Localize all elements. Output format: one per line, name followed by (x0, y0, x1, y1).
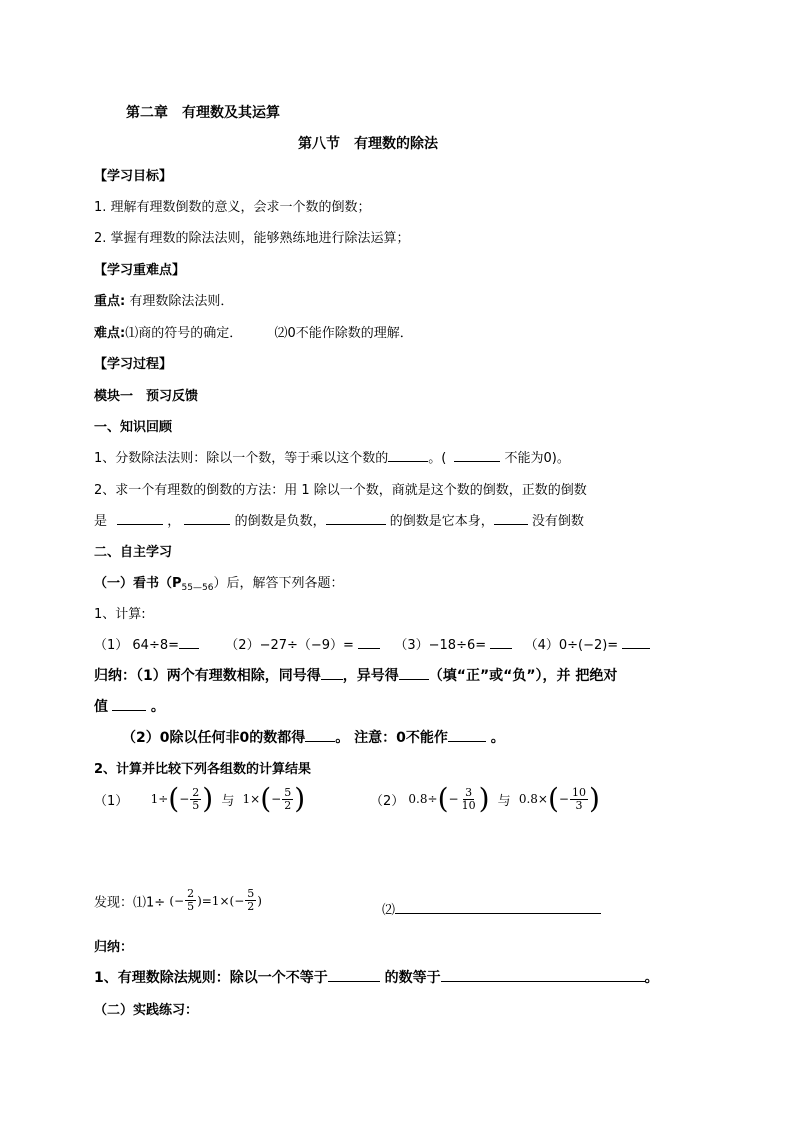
summary-1-end: 。 (150, 699, 165, 715)
expr-1-div: 1 ÷ ( − $\frac{2}{5}$ ) (150, 782, 214, 815)
summary-1-line-1 (94, 665, 617, 685)
blank-review-2a[interactable] (117, 512, 163, 525)
hard-text-1: ⑴商的符号的确定． (125, 326, 243, 341)
discover-line (94, 888, 262, 913)
expr-2-div: 0.8 ÷ ( − $\frac{3}{10}$ ) (408, 782, 490, 815)
compare-1-label: （1） (94, 794, 129, 809)
blank-rule-2[interactable] (441, 969, 645, 982)
blank-diff-sign[interactable] (399, 667, 429, 680)
calc-1: （1） 64÷8= (94, 638, 180, 653)
review-2-comma: ， (167, 514, 181, 529)
read-prefix: （一）看书（P (94, 576, 182, 591)
with-word-1: 与 (221, 794, 235, 809)
review-1-end: 不能为0)。 (504, 451, 570, 466)
blank-calc-1[interactable] (179, 636, 199, 649)
blank-discover-2[interactable] (395, 901, 601, 914)
discover-2-label: ⑵ (382, 903, 396, 918)
read-suffix: ）后，解答下列各题： (213, 576, 344, 591)
frac-2-5: $\frac{2}{5}$ (192, 785, 200, 812)
frac-3-10: $\frac{3}{10}$ (461, 785, 476, 812)
calc-row (94, 634, 650, 653)
blank-rule-1[interactable] (328, 969, 380, 982)
blank-review-2c[interactable] (326, 512, 386, 525)
summary-1-diff: ，异号得 (342, 668, 399, 684)
hard-point (94, 322, 413, 341)
summary-1-text: 归纳：（1）两个有理数相除，同号得 (94, 668, 321, 684)
discover-label: 发现：⑴1÷ (94, 895, 166, 911)
keypoints-heading: 【学习重难点】 (94, 263, 186, 278)
summary-2-text: （2）0除以任何非0的数都得 (122, 730, 306, 746)
calc-2: （2）−27÷（−9）= (225, 638, 354, 653)
goals-heading: 【学习目标】 (94, 169, 173, 184)
review-2-line-2 (94, 510, 584, 529)
discover-frac-2-5: $\frac{2}{5}$ (187, 887, 195, 913)
key-label: 重点: (94, 294, 126, 309)
review-2-itself: 的倒数是它本身， (389, 514, 494, 529)
summary-2 (122, 727, 505, 747)
induce-heading: 归纳： (94, 940, 134, 955)
frac-5-2: $\frac{5}{2}$ (284, 785, 292, 812)
chapter-title: 第二章 有理数及其运算 (126, 105, 280, 121)
discover-2 (382, 899, 601, 918)
hard-label: 难点: (94, 326, 126, 341)
review-2-line-1: 2、求一个有理数的倒数的方法：用 1 除以一个数，商就是这个数的倒数，正数的倒数 (94, 483, 587, 498)
calc-3: （3）−18÷6= (394, 638, 487, 653)
practice-heading: （二）实践练习： (94, 1003, 199, 1018)
process-heading: 【学习过程】 (94, 357, 173, 372)
summary-2-end: 。 (490, 730, 505, 746)
review-1-text: 1、分数除法法则：除以一个数，等于乘以这个数的 (94, 451, 389, 466)
compare-2-label: （2） (370, 794, 405, 809)
review-heading: 一、知识回顾 (94, 420, 173, 435)
read-pages: 55—56 (181, 583, 214, 593)
blank-not-divisor[interactable] (448, 729, 486, 742)
discover-expr: ( − $\frac{2}{5}$ ) =1× ( − $\frac{5}{2}$ ) (169, 887, 262, 913)
review-1-mid: 。( (428, 451, 447, 466)
rule-text: 1、有理数除法规则：除以一个不等于 (94, 970, 328, 986)
goal-1: 1. 理解有理数倒数的意义，会求一个数的倒数； (94, 200, 371, 215)
module-1: 模块一 预习反馈 (94, 389, 199, 404)
self-study-heading: 二、自主学习 (94, 545, 173, 560)
rule-end: 。 (644, 970, 659, 986)
expr-1-mul: 1 × ( − $\frac{5}{2}$ ) (242, 782, 306, 815)
rule-mid: 的数等于 (384, 970, 441, 986)
blank-review-2d[interactable] (494, 512, 528, 525)
review-1 (94, 447, 570, 466)
blank-review-1b[interactable] (454, 449, 500, 462)
summary-2-note: 。 注意：0不能作 (335, 730, 448, 746)
hard-text-2: ⑵0不能作除数的理解． (274, 326, 413, 341)
read-book-line (94, 572, 343, 593)
compare-heading: 2、计算并比较下列各组数的计算结果 (94, 762, 312, 777)
goal-2: 2. 掌握有理数的除法法则，能够熟练地进行除法运算； (94, 231, 410, 246)
blank-calc-4[interactable] (622, 636, 650, 649)
summary-1-fill: （填“正”或“负”），并 把绝对 (428, 668, 618, 684)
blank-calc-2[interactable] (358, 636, 380, 649)
compare-2 (370, 782, 600, 815)
discover-frac-5-2: $\frac{5}{2}$ (247, 887, 255, 913)
expr-2-mul: 0.8 × ( − $\frac{10}{3}$ ) (518, 782, 600, 815)
summary-1-line-2 (94, 696, 165, 716)
key-text: 有理数除法法则． (129, 294, 234, 309)
blank-same-sign[interactable] (321, 667, 343, 680)
summary-1-value: 值 (94, 699, 108, 715)
blank-review-2b[interactable] (184, 512, 230, 525)
division-rule (94, 967, 659, 987)
blank-zero-result[interactable] (305, 729, 335, 742)
blank-abs-value[interactable] (112, 698, 146, 711)
blank-calc-3[interactable] (490, 636, 512, 649)
frac-10-3: $\frac{10}{3}$ (571, 785, 586, 812)
key-point (94, 290, 233, 309)
review-2-is: 是 (94, 514, 108, 529)
calc-4: （4）0÷(−2)= (524, 638, 619, 653)
review-2-none: 没有倒数 (531, 514, 584, 529)
compare-1 (94, 782, 306, 815)
with-word-2: 与 (497, 794, 511, 809)
review-2-negative: 的倒数是负数， (234, 514, 326, 529)
section-title: 第八节 有理数的除法 (298, 136, 438, 152)
blank-review-1a[interactable] (388, 449, 428, 462)
calc-heading: 1、计算: (94, 607, 146, 622)
